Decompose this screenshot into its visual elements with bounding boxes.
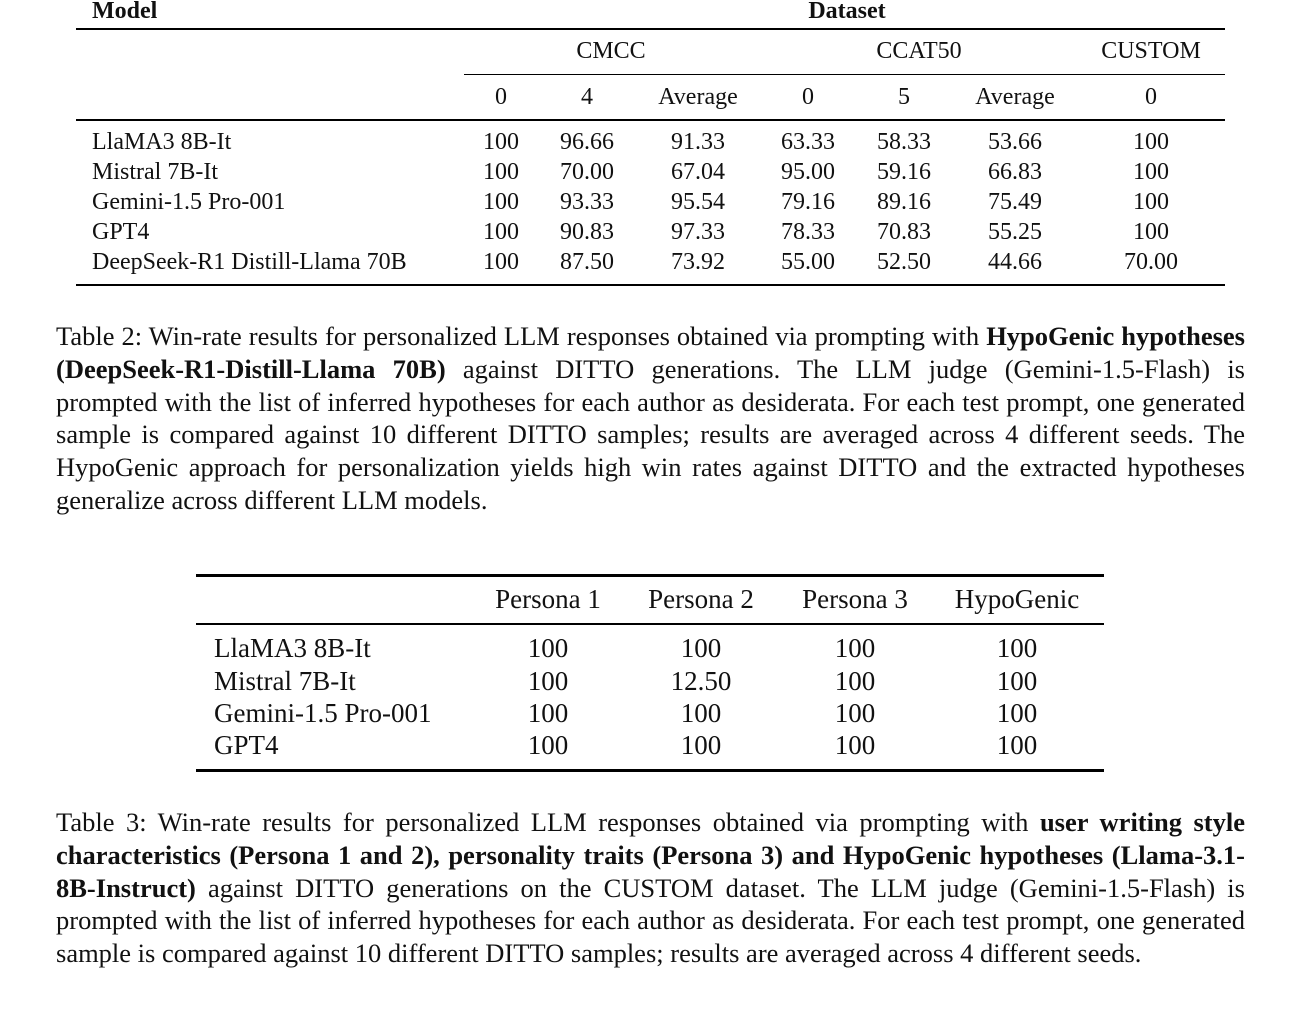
table-cell: 55.25 (988, 219, 1042, 245)
table-cell: 100 (527, 666, 569, 696)
table-3-caption (56, 806, 1245, 970)
caption-bold-text: user writing style characteristics (Persona 1 and 2), personality traits (Persona 3) and HypoGenic hypotheses (Llama-3.1-8B-Instruct) (56, 807, 1246, 903)
subcol-header: 0 (802, 84, 814, 110)
caption-bold-text: HypoGenic hypotheses (DeepSeek-R1-Distill-Llama 70B) (56, 321, 1245, 384)
table-cell: 66.83 (988, 159, 1042, 185)
table-row-model: Gemini-1.5 Pro-001 (214, 698, 432, 728)
table-row-model: DeepSeek-R1 Distill-Llama 70B (92, 249, 407, 275)
table-cell: 90.83 (560, 219, 614, 245)
table-cell: 100 (527, 698, 569, 728)
table-cell: 87.50 (560, 249, 614, 275)
column-header: Persona 3 (802, 584, 908, 614)
table-row-model: Gemini-1.5 Pro-001 (92, 189, 286, 215)
table-cell: 95.54 (671, 189, 725, 215)
table-cell: 67.04 (671, 159, 725, 185)
table-cell: 78.33 (781, 219, 835, 245)
table-cell: 100 (483, 159, 519, 185)
subcol-header: 0 (1145, 84, 1157, 110)
table-cell: 55.00 (781, 249, 835, 275)
table-cell: 91.33 (671, 129, 725, 155)
table-cell: 52.50 (877, 249, 931, 275)
group-custom: CUSTOM (1101, 38, 1201, 64)
table-cell: 100 (680, 730, 722, 760)
top-rule (196, 574, 1104, 577)
top-rule (76, 28, 1225, 30)
table-cell: 70.83 (877, 219, 931, 245)
table-row-model: LlaMA3 8B-It (92, 129, 232, 155)
table-2-caption (56, 320, 1245, 517)
table-cell: 59.16 (877, 159, 931, 185)
table-cell: 58.33 (877, 129, 931, 155)
subcol-header: Average (658, 84, 738, 110)
table-cell: 44.66 (988, 249, 1042, 275)
table-cell: 100 (680, 633, 722, 663)
table-cell: 100 (1133, 189, 1169, 215)
subcol-header: 0 (495, 84, 507, 110)
table-cell: 100 (834, 698, 876, 728)
table-cell: 100 (483, 189, 519, 215)
table-row-model: GPT4 (214, 730, 279, 760)
column-header: Persona 2 (648, 584, 754, 614)
table-cell: 97.33 (671, 219, 725, 245)
header-dataset: Dataset (808, 0, 886, 24)
group-rule (464, 74, 1225, 75)
table-cell: 93.33 (560, 189, 614, 215)
table-cell: 79.16 (781, 189, 835, 215)
table-row-model: GPT4 (92, 219, 150, 245)
caption-text: Table 3: Win-rate results for personalized LLM responses obtained via prompting with (56, 807, 1040, 837)
table-cell: 100 (996, 633, 1038, 663)
mid-rule (196, 623, 1104, 625)
table-cell: 100 (996, 730, 1038, 760)
table-row-model: Mistral 7B-It (214, 666, 356, 696)
table-cell: 89.16 (877, 189, 931, 215)
table-cell: 75.49 (988, 189, 1042, 215)
table-cell: 100 (834, 730, 876, 760)
table-cell: 100 (483, 129, 519, 155)
group-ccat50: CCAT50 (876, 38, 962, 64)
table-cell: 70.00 (560, 159, 614, 185)
table-cell: 70.00 (1124, 249, 1178, 275)
table-cell: 100 (483, 249, 519, 275)
caption-text: against DITTO generations. The LLM judge (Gemini-1.5-Flash) is prompted with the list of inferred hypotheses for each author as desiderata. For each test prompt, one generated sample is compared against 10 different DITTO samples; results are averaged across 4 different seeds. The HypoGenic approach for personalization yields high win rates against DITTO and the extracted hypotheses generalize across different LLM models. (56, 353, 1245, 515)
column-header: Persona 1 (495, 584, 601, 614)
bottom-rule (196, 769, 1104, 772)
bottom-rule (76, 284, 1225, 286)
table-cell: 100 (996, 698, 1038, 728)
table-row-model: Mistral 7B-It (92, 159, 218, 185)
caption-text: Table 2: Win-rate results for personalized LLM responses obtained via prompting with (56, 321, 987, 351)
table-cell: 100 (483, 219, 519, 245)
table-cell: 100 (996, 666, 1038, 696)
table-cell: 95.00 (781, 159, 835, 185)
table-cell: 100 (1133, 129, 1169, 155)
table-cell: 53.66 (988, 129, 1042, 155)
table-cell: 100 (527, 633, 569, 663)
caption-text: against DITTO generations on the CUSTOM dataset. The LLM judge (Gemini-1.5-Flash) is prompted with the list of inferred hypotheses for each author as desiderata. For each test prompt, one generated sample is compared against 10 different DITTO samples; results are averaged across 4 different seeds. (56, 872, 1245, 969)
table-2 (0, 0, 1304, 290)
table-cell: 63.33 (781, 129, 835, 155)
group-cmcc: CMCC (576, 38, 646, 64)
table-cell: 73.92 (671, 249, 725, 275)
table-cell: 96.66 (560, 129, 614, 155)
table-cell: 100 (834, 633, 876, 663)
table-cell: 100 (680, 698, 722, 728)
table-row-model: LlaMA3 8B-It (214, 633, 371, 663)
table-cell: 12.50 (670, 666, 732, 696)
subcol-header: 5 (898, 84, 910, 110)
subcol-header: 4 (581, 84, 593, 110)
mid-rule (76, 119, 1225, 121)
table-cell: 100 (1133, 219, 1169, 245)
table-cell: 100 (1133, 159, 1169, 185)
header-model: Model (92, 0, 158, 24)
table-cell: 100 (834, 666, 876, 696)
column-header: HypoGenic (954, 584, 1080, 614)
table-cell: 100 (527, 730, 569, 760)
subcol-header: Average (975, 84, 1055, 110)
